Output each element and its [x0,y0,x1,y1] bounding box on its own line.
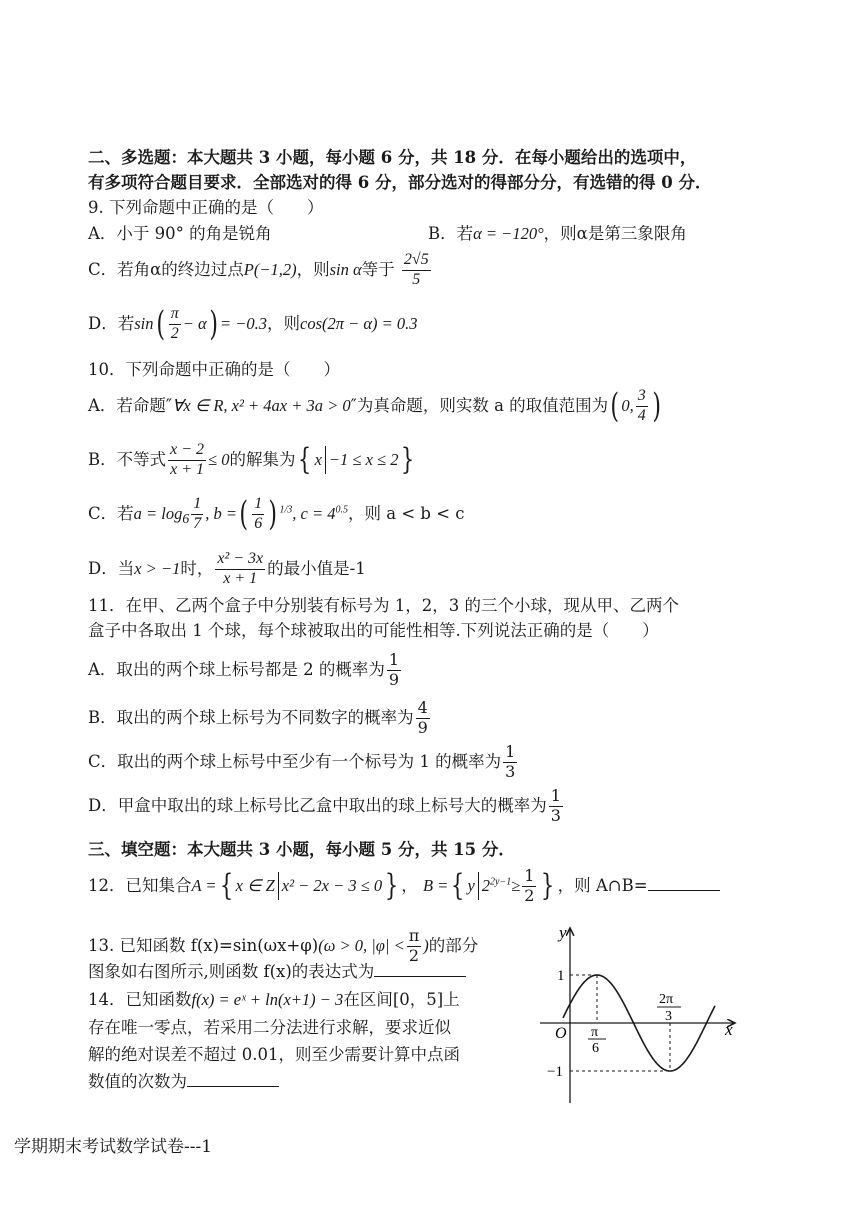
q9-option-c: C．若角α的终边过点P(−1,2)，则sin α等于 $\frac{2√5}{5}$ [88,251,429,288]
section2-header-line1: 二、多选题：本大题共 3 小题，每小题 6 分，共 18 分．在每小题给出的选项中， [88,148,697,167]
q9-option-d: D．若sin( $\frac{\pi}{2}$ − α) = −0.3，则cos(2π − α) = 0.3 [88,304,418,345]
q10-option-b: B．不等式 $\frac{x - 2}{x + 1}$ ≤ 0的解集为{ x −1 ≤ x ≤ 2} [88,441,415,478]
q11-option-b: B．取出的两个球上标号为不同数字的概率为 $\frac{4}{9}$ [88,698,428,737]
q11-option-c: C．取出的两个球上标号中至少有一个标号为 1 的概率为 $\frac{1}{3}$ [88,742,516,781]
sine-graph [535,918,745,1108]
q10-option-c: C．若$a = \log_6$ $\frac{1}{7}$ , b =( $\frac{1}{6}$ ) $^{1/3}$, $c = 4^{0.5}$，则 a < b < c [88,494,465,535]
q14-answer-blank [187,1086,279,1087]
q14-line3: 解的绝对误差不超过 0.01，则至少需要计算中点函 [88,1045,460,1064]
y-tick-top: 1 [557,968,565,984]
q11-stem-line2: 盒子中各取出 1 个球，每个球被取出的可能性相等.下列说法正确的是（ ） [88,621,659,640]
q14-line4: 数值的次数为 [88,1074,279,1091]
q9-stem: 9. 下列命题中正确的是（ ） [88,198,324,217]
q10-option-d: D．当x > −1时， $\frac{\text{x² − 3x}}{x + 1}$ 的最小值是-1 [88,550,366,587]
x-tick1-denominator: 6 [592,1041,599,1056]
q14-line1: 14．已知函数f(x) = eˣ + ln(x+1) − 3在区间[0，5]上 [88,990,460,1009]
q10-stem: 10．下列命题中正确的是（ ） [88,360,340,379]
section2-header-line2: 有多项符合题目要求．全部选对的得 6 分，部分选对的得部分分，有选错的得 0 分． [88,173,712,192]
q10-option-a: A．若命题″∀x ∈ R, x² + 4ax + 3a > 0″为真命题，则实数 a 的取值范围为( 0, $\frac{3}{4}$ ) [88,386,661,427]
q9-c-fraction: $\frac{2√5}{5}$ [403,251,429,288]
origin-label: O [555,1025,567,1042]
y-tick-bottom: −1 [547,1064,563,1080]
q12-answer-blank [648,890,720,891]
q11-stem-line1: 11．在甲、乙两个盒子中分别装有标号为 1，2，3 的三个小球，现从甲、乙两个 [88,596,679,615]
q13-line2: 图象如右图所示,则函数 f(x)的表达式为 [88,964,466,981]
page-footer: 学期期末考试数学试卷---1 [14,1137,213,1157]
x-tick1-numerator: π [591,1025,599,1040]
q13-line1: 13. 已知函数 f(x)=sin(ωx+φ)(ω > 0, |φ| < $\frac{\pi}{2}$ )的部分 [88,926,479,965]
q14-line2: 存在唯一零点，若采用二分法进行求解，要求近似 [88,1018,451,1037]
q9-option-a: A．小于 90° 的角是锐角 [88,224,272,243]
x-tick2-denominator: 3 [665,1009,672,1024]
section3-header: 三、填空题：本大题共 3 小题，每小题 5 分，共 15 分． [88,840,515,859]
q9-option-b: B．若α = −120°，则α是第三象限角 [428,224,687,243]
y-axis-label: y [559,923,567,942]
q12-question: 12．已知集合A ={ x ∈ Z x² − 2x − 3 ≤ 0} ， B ={ y $2^{2y-1}\ge$ $\frac{1}{2}$ } ，则 A∩B= [88,868,720,905]
x-tick2-numerator: 2π [659,992,674,1007]
q11-option-d: D．甲盒中取出的球上标号比乙盒中取出的球上标号大的概率为 $\frac{1}{3}$ [88,786,561,825]
q11-option-a: A．取出的两个球上标号都是 2 的概率为 $\frac{1}{9}$ [88,650,400,689]
x-axis-label: x [725,1020,733,1039]
q13-answer-blank [374,976,466,977]
